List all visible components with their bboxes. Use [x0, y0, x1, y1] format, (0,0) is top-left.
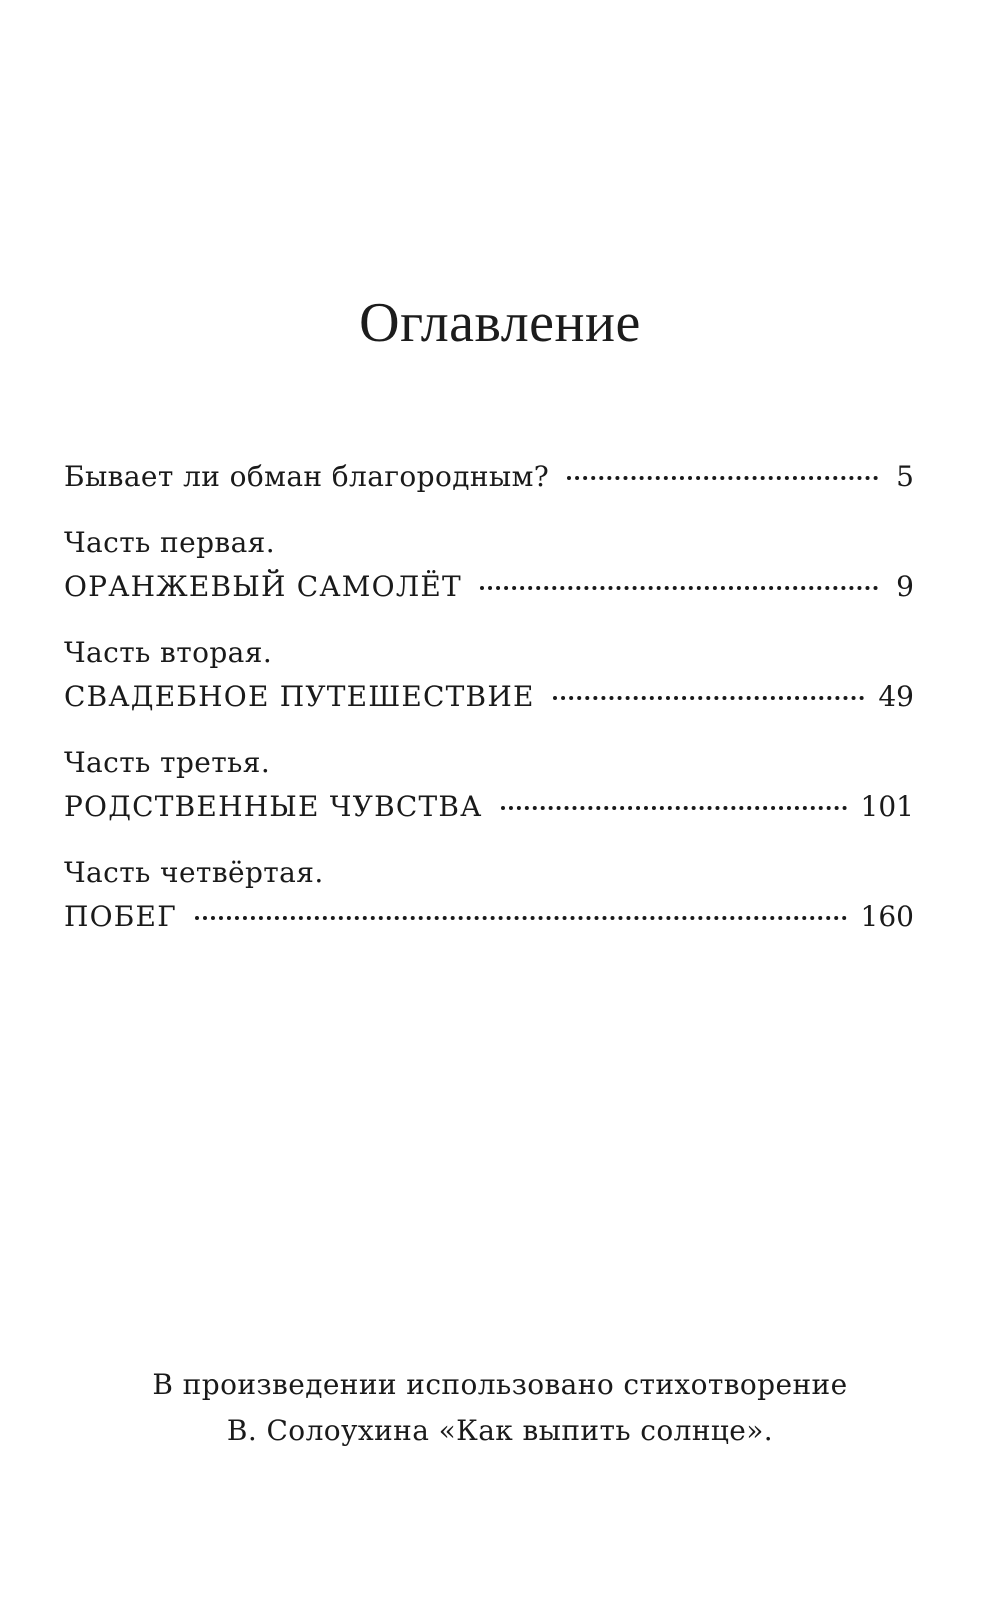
toc-entry	[64, 851, 914, 939]
toc-entry-line	[64, 675, 914, 719]
toc-entry	[64, 521, 914, 609]
toc-part-label: Часть третья.	[64, 746, 271, 779]
footnote-line: В. Солоухина «Как выпить солнце».	[226, 1414, 774, 1447]
toc-entry-line	[64, 565, 914, 609]
dot-leader	[553, 696, 865, 700]
toc-page-number: 5	[896, 460, 914, 493]
toc-entry-title: ОРАНЖЕВЫЙ САМОЛЁТ	[64, 570, 462, 603]
toc-entry	[64, 741, 914, 829]
toc-entry	[64, 631, 914, 719]
toc-entry	[64, 455, 914, 499]
toc-entry-line	[64, 895, 914, 939]
toc-entry-line	[64, 785, 914, 829]
toc-heading: Оглавление	[359, 292, 641, 354]
toc-page-number: 160	[860, 900, 914, 933]
toc-entry-title: ПОБЕГ	[64, 900, 177, 933]
toc-page-number: 9	[896, 570, 914, 603]
dot-leader	[501, 806, 847, 810]
table-of-contents	[64, 455, 914, 961]
toc-page-number: 49	[878, 680, 914, 713]
toc-part-label: Часть вторая.	[64, 636, 273, 669]
toc-entry-title: Бывает ли обман благородным?	[64, 460, 550, 493]
footnote-line: В произведении использовано стихотворение	[152, 1368, 848, 1401]
toc-part-label: Часть четвёртая.	[64, 856, 324, 889]
toc-entry-title: РОДСТВЕННЫЕ ЧУВСТВА	[64, 790, 483, 823]
toc-entry-line	[64, 455, 914, 499]
dot-leader	[195, 916, 847, 920]
toc-entry-title: СВАДЕБНОЕ ПУТЕШЕСТВИЕ	[64, 680, 535, 713]
dot-leader	[480, 586, 878, 590]
dot-leader	[567, 476, 878, 480]
toc-part-label: Часть первая.	[64, 526, 276, 559]
toc-page-number: 101	[860, 790, 914, 823]
footnote	[0, 1362, 1000, 1454]
